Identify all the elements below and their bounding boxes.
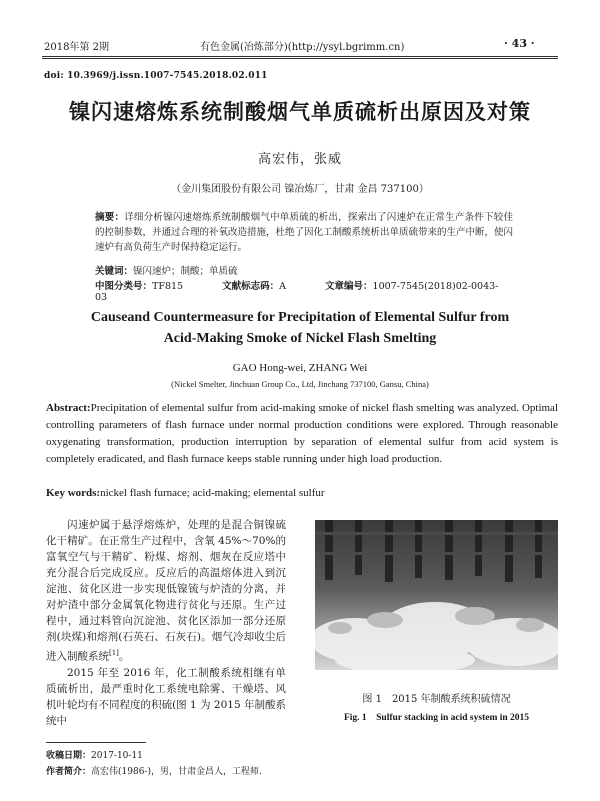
clc-label: 中图分类号：	[95, 281, 153, 292]
abstract-cn-label: 摘要：	[95, 212, 125, 223]
body-para1-end: 。	[118, 650, 130, 663]
authors-cn: 高宏伟，张威	[257, 152, 342, 167]
author-bio-value: 高宏伟(1986-)，男，甘肃金昌人，工程师．	[91, 767, 268, 777]
journal-issue: 2018年第 2期	[44, 42, 109, 53]
sulfur-stacking-photo	[315, 520, 558, 670]
abstract-en	[46, 400, 558, 468]
title-en-line1: Causeand Countermeasure for Precipitation of Elemental Sulfur from	[90, 310, 510, 325]
header-rule-top	[42, 56, 558, 57]
footnote-author	[46, 764, 268, 777]
citation-ref[interactable]: [1]	[109, 649, 119, 657]
body-paragraph-1	[46, 517, 286, 665]
title-en-line2: Acid-Making Smoke of Nickel Flash Smelting	[163, 331, 437, 346]
title-cn: 镍闪速熔炼系统制酸烟气单质硫析出原因及对策	[69, 99, 531, 124]
author-bio-label: 作者简介：	[46, 767, 92, 777]
doi: doi: 10.3969/j.issn.1007-7545.2018.02.011	[44, 71, 268, 81]
header-rule-bottom	[42, 58, 558, 59]
article-no-label: 文章编号：	[325, 281, 373, 292]
clc-value: TF815	[152, 281, 184, 292]
received-label: 收稿日期：	[46, 751, 92, 761]
journal-name: 有色金属(冶炼部分)(http://ysyl.bgrimm.cn)	[200, 42, 405, 53]
figure-photo	[315, 520, 558, 670]
abstract-cn	[95, 210, 513, 255]
abstract-cn-text: 详细分析镍闪速熔炼系统制酸烟气中单质硫的析出，探索出了闪速炉在正常生产条件下较佳的控制参数，并通过合理的补氧改造措施，杜绝了因化工制酸系统析出单质硫带来的生产中断，使闪速炉有高负荷生产时保持稳定运行。	[95, 212, 514, 253]
body-para1-text: 闪速炉属于悬浮熔炼炉，处理的是混合铜镍硫化干精矿。在正常生产过程中，含氧 45%～70%的富氧空气与干精矿、粉煤、熔剂、烟灰在反应塔中充分混合后完成反应。反应后的高温熔体进入到沉淀池、贫化区进一步实现低镍锍与炉渣的分离，并对炉渣中部分金属氧化物进行贫化与还原。生产过程中，通过料管向沉淀池、贫化区添加一部分还原剂(块煤)和熔剂(石英石、石灰石)。烟气冷却收尘后进入制酸系统	[46, 519, 286, 663]
doc-code-value: A	[279, 281, 286, 292]
footnote-rule	[46, 742, 146, 743]
footnote-received	[46, 748, 143, 761]
affiliation-cn: （金川集团股份有限公司 镍冶炼厂，甘肃 金昌 737100）	[171, 184, 429, 195]
body-text	[46, 517, 286, 729]
received-value: 2017-10-11	[91, 751, 143, 761]
article-no-value: 1007-7545(2018)02-0043-03	[95, 281, 499, 303]
keywords-en	[46, 487, 325, 499]
keywords-cn-text: 镍闪速炉；制酸；单质硫	[133, 266, 238, 277]
keywords-en-label: Key words:	[46, 487, 101, 499]
affiliation-en: (Nickel Smelter, Jinchuan Group Co., Ltd, Jinchang 737100, Gansu, China)	[171, 379, 429, 389]
abstract-en-text: Precipitation of elemental sulfur from acid-making smoke of nickel flash smelting was analyzed. Optimal controlling parameters of flash furnace under normal production conditions were explored. Through reasonable oxygenating transformation, production interruption by separation of elemental sulfur from acid system is completely eradicated, and flash furnace keeps stable running under high load production.	[46, 402, 558, 465]
page-number: · 43 ·	[504, 37, 535, 50]
body-paragraph-2: 2015 年至 2016 年，化工制酸系统相继有单质硫析出，最严重时化工系统电除雾、干燥塔、风机叶轮均有不同程度的积硫(图 1 为 2015 年制酸系统中	[46, 666, 286, 727]
doc-code-label: 文献标志码：	[222, 281, 280, 292]
keywords-cn	[95, 263, 238, 277]
authors-en: GAO Hong-wei, ZHANG Wei	[232, 362, 368, 374]
figure-caption-en: Fig. 1 Sulfur stacking in acid system in 2015	[343, 713, 530, 723]
keywords-en-text: nickel flash furnace; acid-making; elemental sulfur	[100, 487, 325, 499]
abstract-en-label: Abstract:	[46, 402, 91, 414]
figure-caption-cn: 图 1 2015 年制酸系统积硫情况	[362, 694, 511, 705]
title-en	[0, 307, 600, 349]
keywords-cn-label: 关键词：	[95, 266, 134, 277]
classification-row	[95, 278, 525, 303]
